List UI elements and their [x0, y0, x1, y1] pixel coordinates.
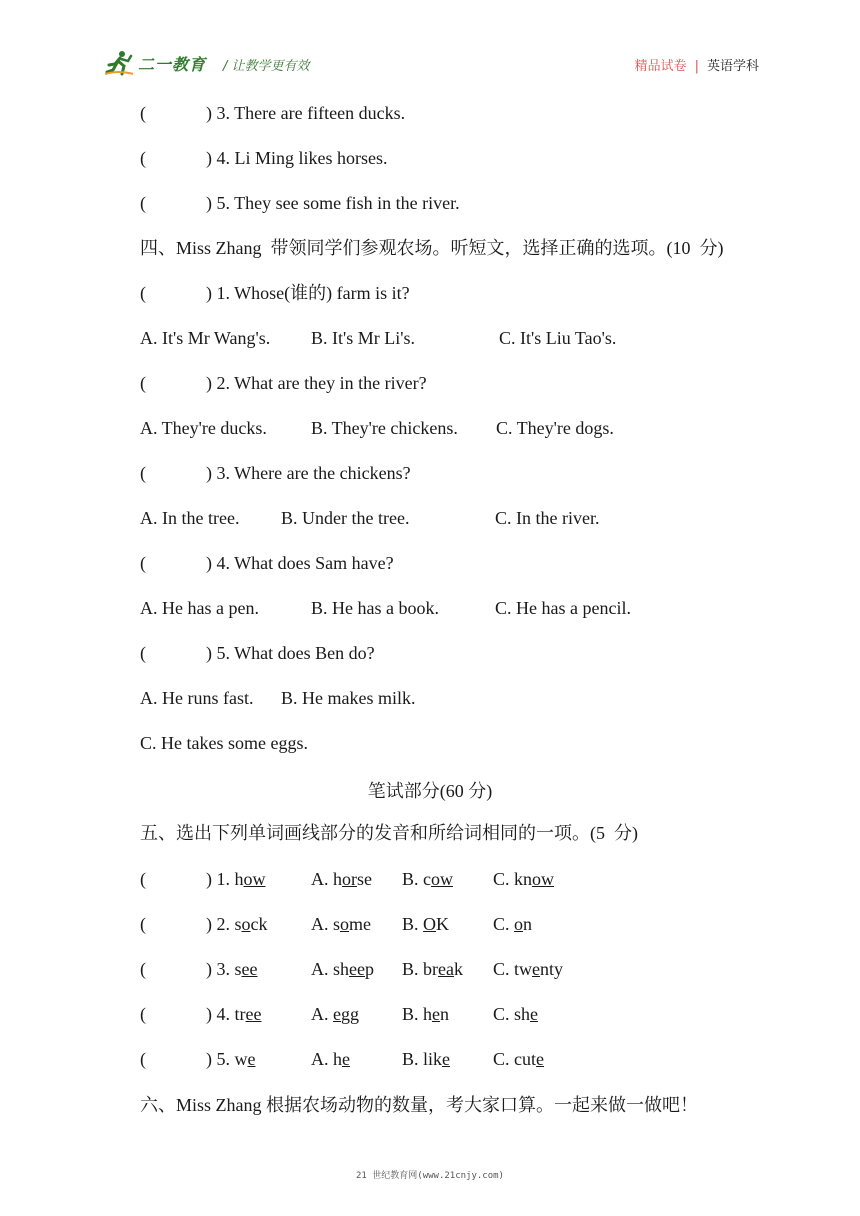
- top-item-4: ( ) 4. Li Ming likes horses.: [140, 148, 388, 168]
- s5-number: ) 4.: [206, 1004, 235, 1024]
- s5-number: ) 1.: [206, 869, 235, 889]
- s5-number: ) 5.: [206, 1049, 235, 1069]
- s5-row: [140, 868, 554, 890]
- written-section-title: 笔试部分(60 分): [367, 781, 493, 801]
- s4-options-3: A. In the tree. B. Under the tree. C. In the river.: [140, 508, 600, 528]
- header-labels: [635, 55, 759, 74]
- brand-name: 二一教育: [138, 54, 207, 74]
- section5-title: 五、选出下列单词画线部分的发音和所给词相同的一项。(5 分): [140, 823, 638, 843]
- s5-word-b: B. hen: [402, 1004, 450, 1024]
- top-item-5: ( ) 5. They see some fish in the river.: [140, 193, 460, 213]
- s4-options-5: A. He runs fast. B. He makes milk.: [140, 688, 416, 708]
- s5-word-c: C. she: [493, 1004, 539, 1024]
- answer-paren: (: [140, 959, 146, 979]
- section4-title: 四、Miss Zhang 带领同学们参观农场。听短文，选择正确的选项。(10 分): [140, 238, 724, 258]
- s5-word-c: C. know: [493, 869, 555, 889]
- s5-word-a: A. he: [311, 1049, 350, 1069]
- s5-word-b: B. cow: [402, 869, 453, 889]
- answer-paren: (: [140, 869, 146, 889]
- s5-word-a: A. some: [311, 914, 372, 934]
- s5-word-c: C. twenty: [493, 959, 564, 979]
- s5-word-a: A. egg: [311, 1004, 359, 1024]
- s4-question-1: ( ) 1. Whose(谁的) farm is it?: [140, 283, 410, 303]
- s5-row: [140, 958, 563, 980]
- s5-number: ) 3.: [206, 959, 235, 979]
- s5-word-w: tree: [234, 1004, 262, 1024]
- s5-number: ) 2.: [206, 914, 235, 934]
- s5-word-w: see: [234, 959, 258, 979]
- header-separator: |: [694, 59, 699, 74]
- answer-paren: (: [140, 1049, 146, 1069]
- s4-option-5c: C. He takes some eggs.: [140, 733, 308, 753]
- header-label-premium: 精品试卷: [634, 59, 687, 74]
- s4-options-2: A. They're ducks. B. They're chickens. C. They're dogs.: [140, 418, 614, 438]
- s5-word-b: B. OK: [402, 914, 450, 934]
- s4-options-1: A. It's Mr Wang's. B. It's Mr Li's. C. It's Liu Tao's.: [140, 328, 617, 348]
- s5-word-a: A. sheep: [311, 959, 374, 979]
- answer-paren: (: [140, 914, 146, 934]
- s5-word-c: C. cute: [493, 1049, 544, 1069]
- s5-row: [140, 1003, 538, 1025]
- s5-word-w: we: [234, 1049, 256, 1069]
- s5-word-a: A. horse: [311, 869, 372, 889]
- s4-question-2: ( ) 2. What are they in the river?: [140, 373, 427, 393]
- s5-row: [140, 1048, 544, 1070]
- brand-slogan: / 让教学更有效: [223, 59, 310, 74]
- section6-title: 六、Miss Zhang 根据农场动物的数量，考大家口算。一起来做一做吧！: [140, 1095, 698, 1115]
- top-item-3: ( ) 3. There are fifteen ducks.: [140, 103, 406, 123]
- s5-word-w: how: [234, 869, 266, 889]
- s5-word-c: C. on: [493, 914, 533, 934]
- s4-question-5: ( ) 5. What does Ben do?: [140, 643, 375, 663]
- runner-logo-icon: [105, 50, 135, 76]
- s5-word-b: B. like: [402, 1049, 451, 1069]
- page-header: [105, 48, 765, 82]
- brand-logo: [105, 50, 206, 76]
- s4-options-4: A. He has a pen. B. He has a book. C. He has a pencil.: [140, 598, 631, 618]
- s4-question-3: ( ) 3. Where are the chickens?: [140, 463, 411, 483]
- header-label-subject: 英语学科: [706, 59, 759, 74]
- s5-row: [140, 913, 532, 935]
- answer-paren: (: [140, 1004, 146, 1024]
- s4-question-4: ( ) 4. What does Sam have?: [140, 553, 394, 573]
- s5-word-b: B. break: [402, 959, 463, 979]
- page-footer: 21 世纪教育网(www.21cnjy.com): [356, 1171, 504, 1181]
- s5-word-w: sock: [234, 914, 268, 934]
